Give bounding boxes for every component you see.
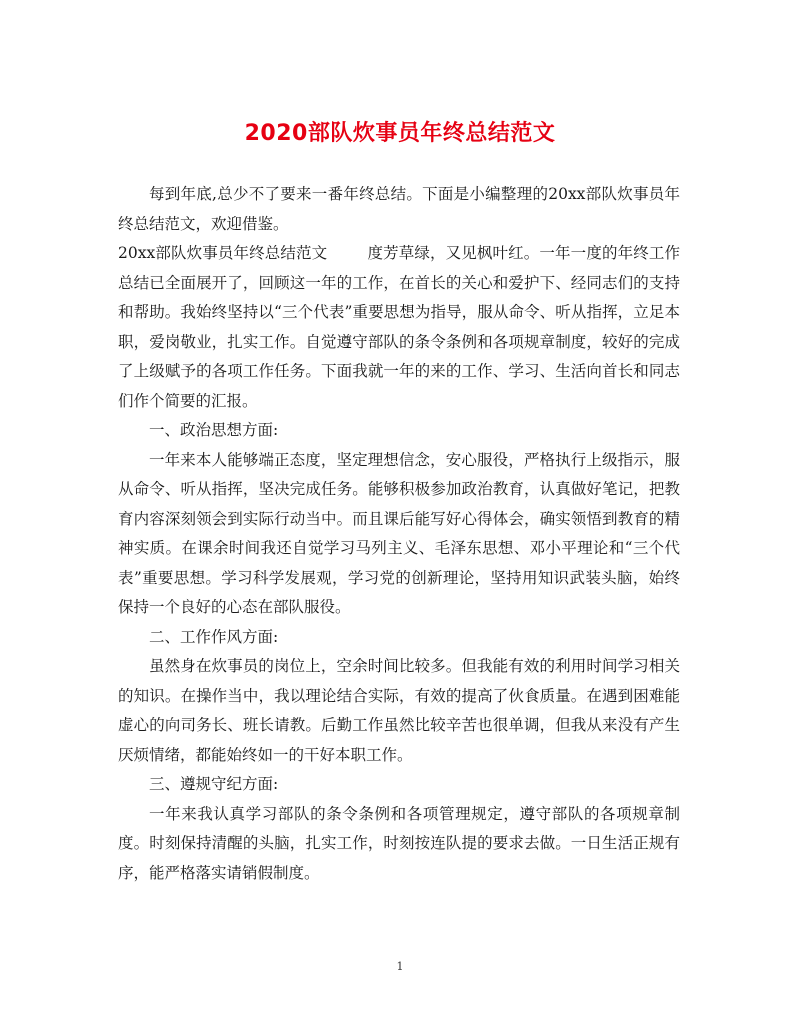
page-number: 1 bbox=[396, 960, 404, 973]
section-heading-politics: 一、政治思想方面: bbox=[149, 421, 279, 439]
section-heading-work-style: 二、工作作风方面: bbox=[149, 627, 279, 646]
document-body bbox=[118, 180, 680, 888]
section-content-work-style: 虽然身在炊事员的岗位上，空余时间比较多。但我能有效的利用时间学习相关的知识。在操作当中，我以理论结合实际，有效的提高了伙食质量。在遇到困难能虚心的向司务长、班长请教。后勤工作虽然比较辛苦也很单调，但我从来没有产生厌烦情绪，都能始终如一的干好本职工作。 bbox=[118, 657, 680, 764]
document-title: 2020部队炊事员年终总结范文 bbox=[244, 121, 556, 146]
section-heading-discipline: 三、遵规守纪方面: bbox=[149, 775, 279, 793]
opening-paragraph bbox=[118, 239, 680, 416]
intro-paragraph: 每到年底,总少不了要来一番年终总结。下面是小编整理的20xx部队炊事员年终总结范文，欢迎借鉴。 bbox=[118, 185, 680, 233]
section-content-politics: 一年来本人能够端正态度，坚定理想信念，安心服役，严格执行上级指示，服从命令、听从指挥，坚决完成任务。能够积极参加政治教育，认真做好笔记，把教育内容深刻领会到实际行动当中。而且课后能写好心得体会，确实领悟到教育的精神实质。在课余时间我还自觉学习马列主义、毛泽东思想、邓小平理论和“三个代表”重要思想。学习科学发展观，学习党的创新理论，坚持用知识武装头脑，始终保持一个良好的心态在部队服役。 bbox=[118, 450, 680, 616]
opening-text: 度芳草绿，又见枫叶红。一年一度的年终工作总结已全面展开了，回顾这一年的工作，在首长的关心和爱护下、经同志们的支持和帮助。我始终坚持以“三个代表”重要思想为指导，服从命令、听从指挥，立足本职，爱岗敬业，扎实工作。自觉遵守部队的条令条例和各项规章制度，较好的完成了上级赋予的各项工作任务。下面我就一年的来的工作、学习、生活向首长和同志们作个简要的汇报。 bbox=[118, 244, 680, 410]
subtitle-label: 20xx部队炊事员年终总结范文 bbox=[118, 244, 328, 262]
section-content-discipline: 一年来我认真学习部队的条令条例和各项管理规定，遵守部队的各项规章制度。时刻保持清醒的头脑，扎实工作，时刻按连队提的要求去做。一日生活正规有序，能严格落实请销假制度。 bbox=[118, 804, 680, 882]
